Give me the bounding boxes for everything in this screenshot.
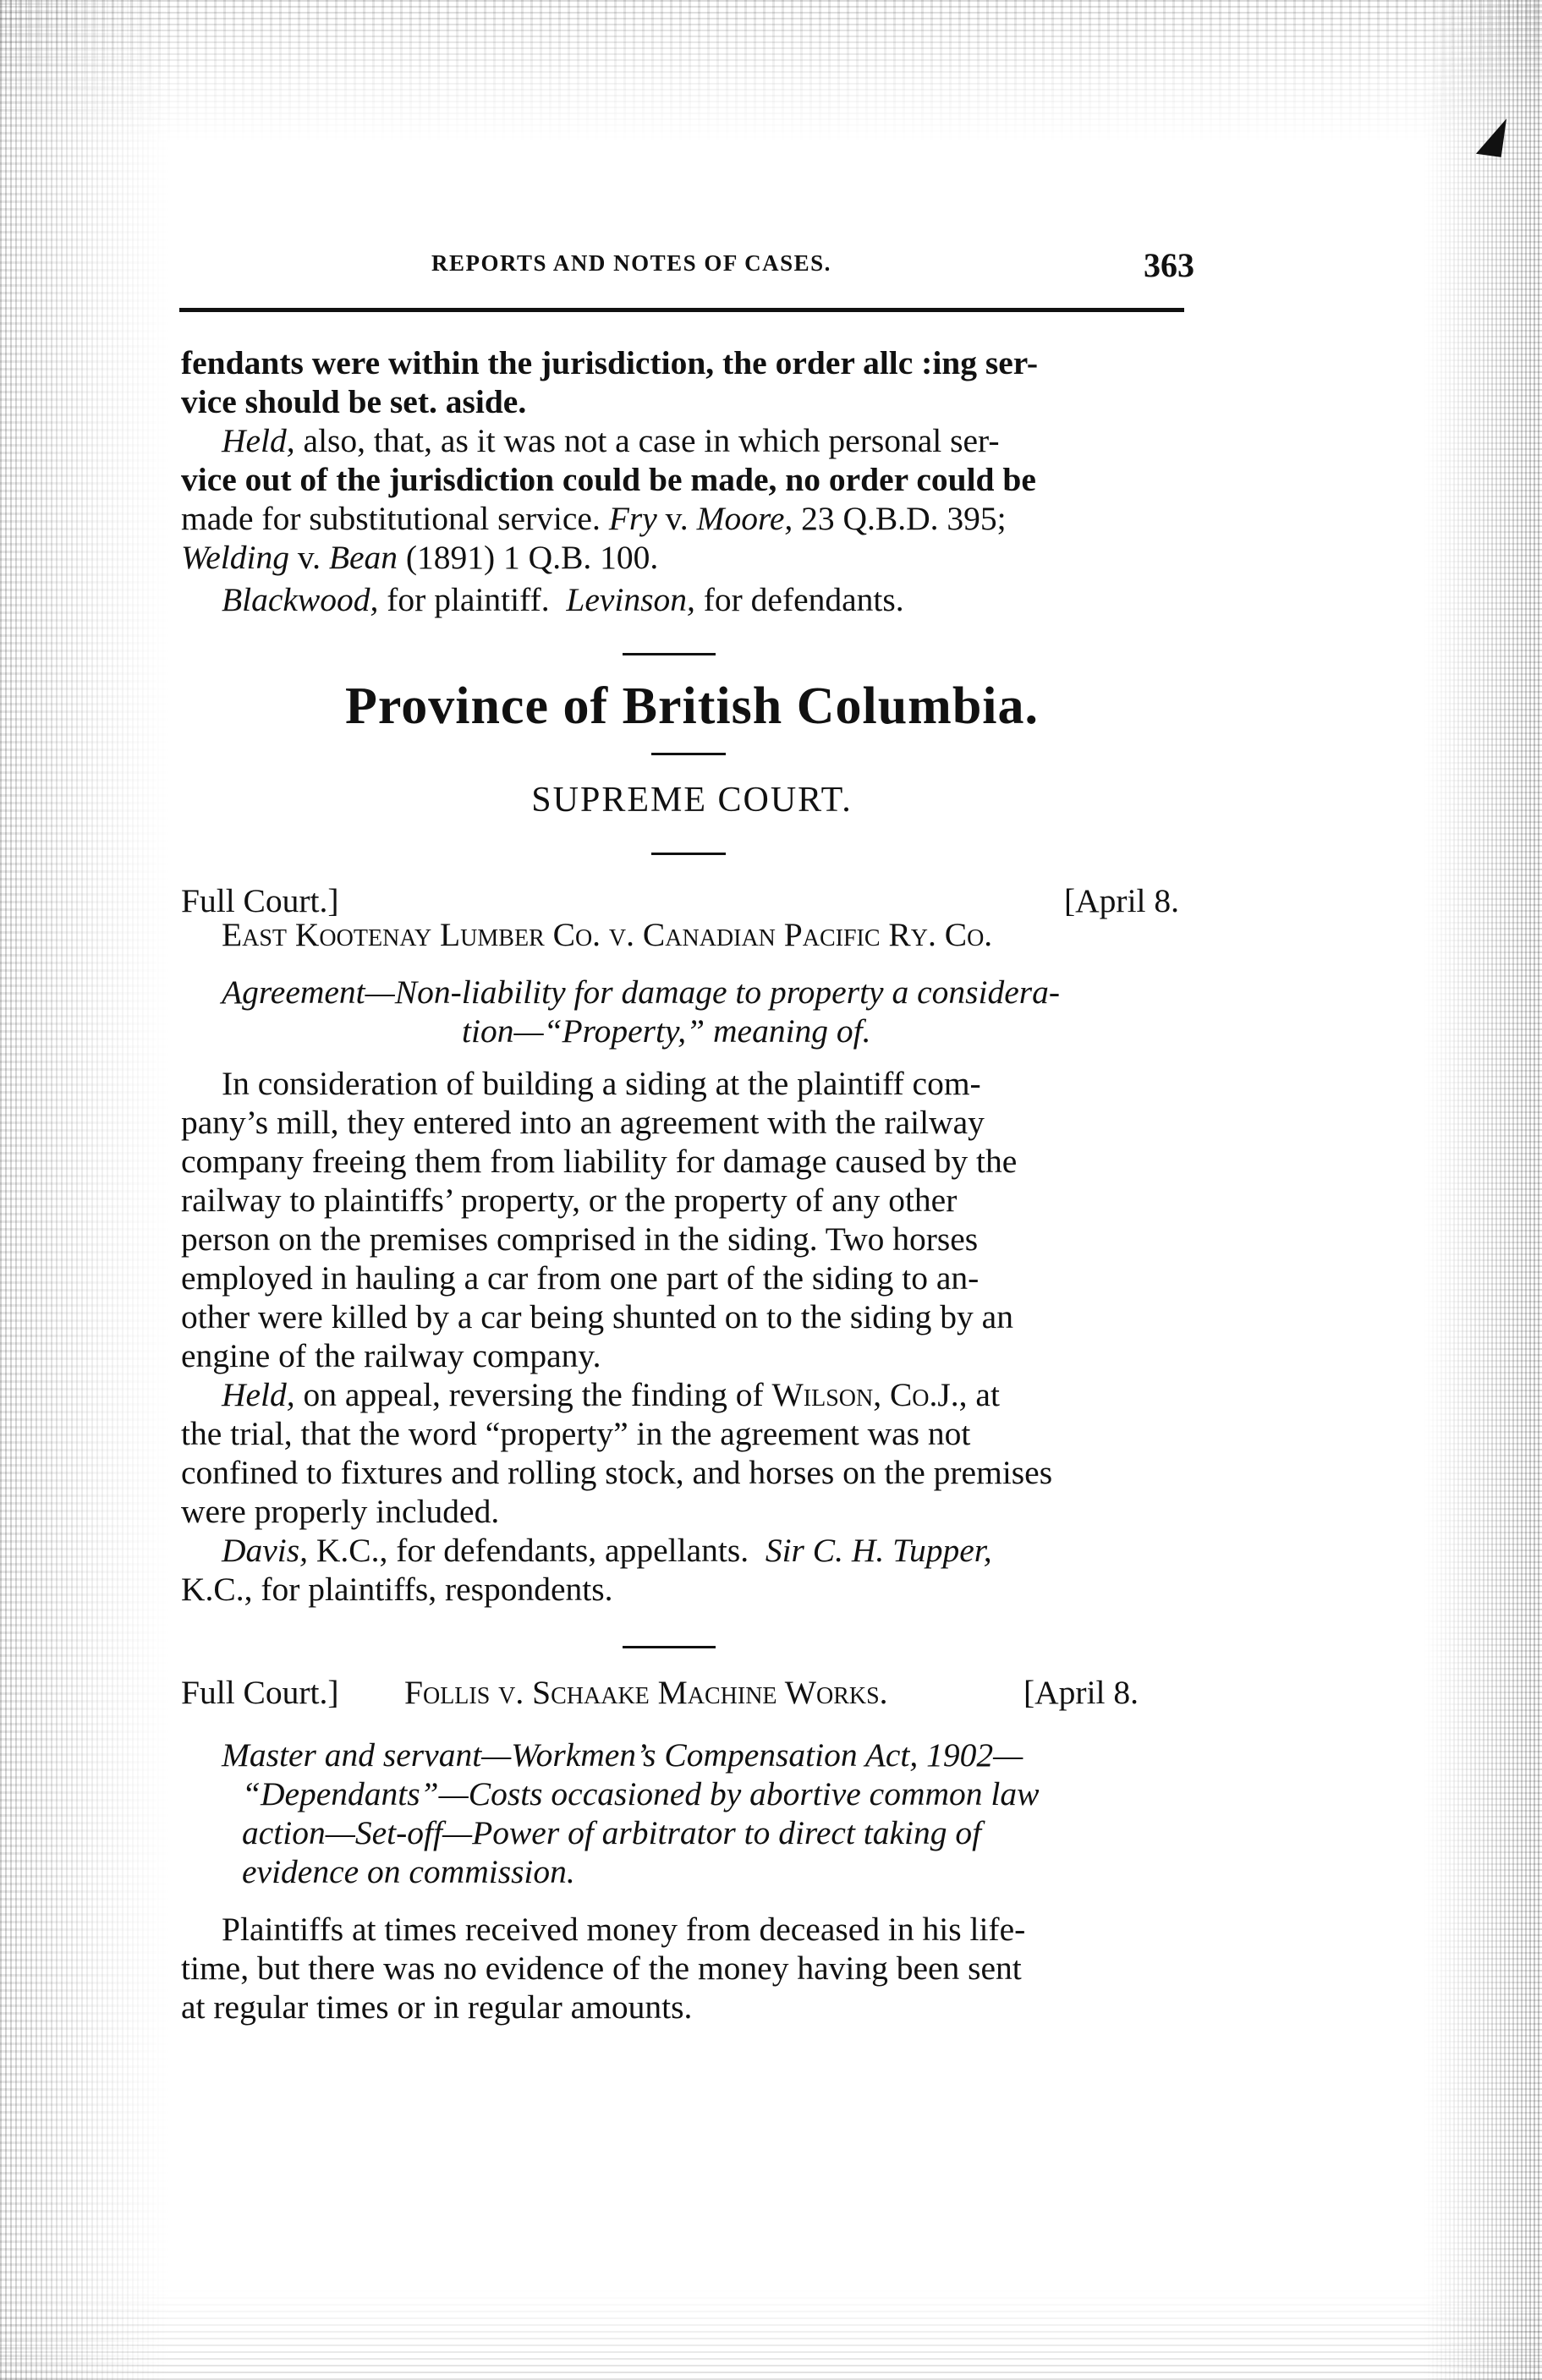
case-held-line: confined to fixtures and rolling stock, and horses on the premises [181, 1454, 1053, 1491]
held-line: vice out of the jurisdiction could be made, no order could be [181, 461, 1036, 498]
counsel-role: for plaintiff. [387, 581, 550, 618]
section-divider [623, 653, 716, 655]
header-rule [179, 308, 1184, 312]
case-court: Full Court.] [181, 1674, 339, 1711]
held-text: on appeal, reversing the finding of [303, 1376, 764, 1413]
citation-line [181, 541, 658, 575]
case-counsel-line [222, 1534, 992, 1568]
case-body-line: railway to plaintiffs’ property, or the property of any other [181, 1182, 958, 1219]
held-line [181, 502, 1007, 536]
case-body-line: company freeing them from liability for damage caused by the [181, 1143, 1018, 1180]
case-held-line [222, 1376, 1000, 1413]
counsel-name: Levinson, [566, 581, 695, 618]
counsel-name: Davis, [222, 1532, 309, 1569]
province-title: Province of British Columbia. [344, 677, 1040, 735]
case-court: Full Court.] [181, 882, 339, 919]
counsel-role: for defendants. [703, 581, 904, 618]
counsel-name: Blackwood, [222, 581, 379, 618]
continuation-line: vice should be set. aside. [181, 383, 527, 420]
case-body-line: In consideration of building a siding at the plaintiff com- [222, 1065, 981, 1102]
case-body-line: engine of the railway company. [181, 1337, 601, 1374]
case-subject: tion—“Property,” meaning of. [462, 1012, 871, 1050]
citation-party: Bean [328, 539, 398, 576]
case-held-line: were properly included. [181, 1493, 500, 1530]
citation-party: Welding [181, 539, 290, 576]
court-heading: SUPREME COURT. [531, 781, 853, 820]
held-label: Held, [222, 1376, 295, 1413]
counsel-line [222, 581, 904, 618]
held-label: Held, [222, 422, 295, 459]
held-line [222, 422, 1000, 459]
case-subject: “Dependants”—Costs occasioned by abortive common law [242, 1775, 1040, 1812]
case-body-line: time, but there was no evidence of the money having been sent [181, 1950, 1022, 1987]
corner-mark [1476, 115, 1506, 157]
case-subject: Master and servant—Workmen’s Compensation Act, 1902— [222, 1736, 1023, 1774]
page-number: 363 [1144, 246, 1194, 284]
scan-edge-left [0, 0, 169, 2380]
citation-party: Fry [608, 500, 657, 537]
case-body-line: person on the premises comprised in the siding. Two horses [181, 1220, 979, 1258]
case-divider [623, 1646, 716, 1648]
case-body-line: other were killed by a car being shunted on to the siding by an [181, 1298, 1013, 1335]
citation-v: v. [665, 500, 689, 537]
scan-edge-bottom [0, 2287, 1542, 2380]
held-text: made for substitutional service. [181, 500, 601, 537]
section-divider [651, 753, 726, 755]
scan-edge-right [1424, 0, 1542, 2380]
case-body-line: Plaintiffs at times received money from deceased in his life- [222, 1911, 1026, 1948]
case-subject: evidence on commission. [242, 1853, 575, 1890]
citation-party: Moore, [696, 500, 793, 537]
section-divider [651, 853, 726, 855]
counsel-name: Sir C. H. Tupper, [765, 1532, 992, 1569]
scan-edge-top [0, 0, 1542, 144]
case-counsel-line: K.C., for plaintiffs, respondents. [181, 1571, 613, 1608]
case-body-line: employed in hauling a car from one part of the siding to an- [181, 1259, 980, 1297]
case-date: [April 8. [1023, 1674, 1139, 1711]
citation-v: v. [297, 539, 321, 576]
judge-name: Wilson, Co.J., [771, 1376, 968, 1413]
citation-reference: (1891) 1 Q.B. 100. [405, 539, 659, 576]
counsel-role: K.C., for defendants, appellants. [316, 1532, 749, 1569]
case-held-line: the trial, that the word “property” in the agreement was not [181, 1415, 971, 1452]
held-text: also, that, as it was not a case in which personal ser- [303, 422, 1000, 459]
case-subject: Agreement—Non-liability for damage to property a considera- [222, 973, 1061, 1011]
case-subject: action—Set-off—Power of arbitrator to direct taking of [242, 1814, 982, 1851]
case-title: Follis v. Schaake Machine Works. [404, 1674, 888, 1711]
case-body-line: at regular times or in regular amounts. [181, 1988, 693, 2026]
case-body-line: pany’s mill, they entered into an agreement with the railway [181, 1104, 985, 1141]
held-text: at [975, 1376, 1000, 1413]
running-title: REPORTS AND NOTES OF CASES. [431, 250, 831, 276]
continuation-line: fendants were within the jurisdiction, the order allc :ing ser- [181, 344, 1039, 381]
case-date: [April 8. [1064, 882, 1180, 919]
citation-reference: 23 Q.B.D. 395; [801, 500, 1007, 537]
case-title: East Kootenay Lumber Co. v. Canadian Pacific Ry. Co. [222, 916, 993, 953]
